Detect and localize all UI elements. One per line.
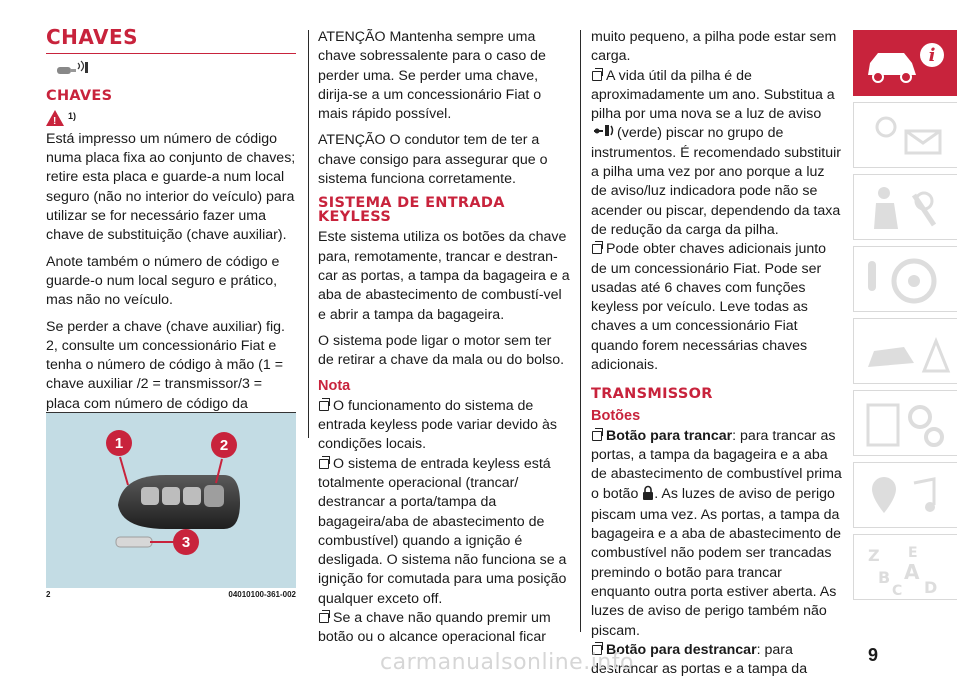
bullet-icon [319, 613, 329, 623]
sidebar-item-driving[interactable] [853, 246, 957, 312]
sidebar-item-maintenance[interactable] [853, 390, 957, 456]
figure-code: 04010100-361-002 [228, 590, 296, 599]
botoes-title: Botões [591, 408, 641, 425]
note-item [318, 609, 570, 648]
warning-triangle-icon [46, 110, 64, 126]
svg-text:A: A [904, 560, 920, 584]
note-text: : para trancar as portas, a tampa da bagageira e a aba de abastecimento de combustível prima o botão [591, 427, 842, 502]
figure-caption [46, 590, 296, 599]
section-title-keyless: SISTEMA DE ENTRADA KEYLESS [318, 195, 505, 226]
paragraph: Se perder a chave (chave auxiliar) fig. 2, consulte um concessionário Fiat e tenha o número de código à mão (1 = chave auxiliar /2 = transmissor/3 = placa com número de código da [46, 318, 285, 412]
lock-button-label: Botão para trancar [606, 427, 733, 444]
media-navigation-icon [854, 463, 958, 529]
warning-ref: 1) [68, 110, 77, 121]
chapter-title: CHAVES [46, 25, 139, 49]
paragraph: Anote também o número de código e guarde-o num local seguro e prático, mas não no veículo. [46, 253, 280, 309]
title-rule [46, 53, 296, 54]
paragraph: Está impresso um número de código numa placa fixa ao conjunto de chaves; retire esta placa e guarde-a num local seguro (não no interior do veículo) para utilizar se for necessário fazer uma chave de substituição (chave auxiliar). [46, 130, 296, 244]
page-number: 9 [868, 645, 879, 665]
sidebar-item-index[interactable] [853, 534, 957, 600]
bullet-icon [319, 401, 329, 411]
svg-text:E: E [908, 545, 918, 561]
note-text: O funcionamento do sistema de entrada keyless pode variar devido às condições locais. [318, 397, 557, 453]
bullet-icon [592, 431, 602, 441]
note-text: : para destrancar as portas e a tampa da [591, 641, 808, 678]
note-item [591, 427, 843, 641]
paragraph: O sistema pode ligar o motor sem ter de retirar a chave da mala ou do bolso. [318, 332, 565, 369]
note-item [318, 397, 570, 455]
svg-text:D: D [924, 578, 938, 597]
steering-wheel-icon [854, 247, 958, 313]
note-item [318, 455, 570, 609]
bullet-icon [319, 459, 329, 469]
warning-row [46, 107, 296, 126]
sidebar-item-safety[interactable] [853, 174, 957, 240]
bullet-icon [592, 71, 602, 81]
note-text: Se a chave não quando premir um botão ou o alcance operacional ficar [318, 610, 551, 646]
service-gears-icon [854, 391, 958, 457]
key-figure [46, 412, 296, 588]
sidebar-item-emergency[interactable] [853, 318, 957, 384]
watermark: carmanualsonline.info [380, 650, 634, 675]
unlock-button-label: Botão para destrancar [606, 641, 757, 658]
section-title-chaves: CHAVES [46, 87, 113, 104]
lock-icon [642, 485, 654, 506]
svg-text:C: C [892, 583, 903, 599]
car-info-icon [854, 31, 958, 97]
attention-paragraph: ATENÇÃO O condutor tem de ter a chave consigo para assegurar que o sistema funciona corretamente. [318, 132, 548, 188]
key-illustration [46, 413, 296, 588]
sidebar-item-warning-lights[interactable] [853, 102, 957, 168]
section-title-transmissor: TRANSMISSOR [591, 386, 713, 403]
sidebar-item-multimedia[interactable] [853, 462, 957, 528]
svg-text:i: i [928, 45, 936, 66]
paragraph: muito pequeno, a pilha pode estar sem carga. [591, 29, 837, 65]
column-divider [308, 30, 309, 438]
chapter-sidebar [853, 30, 960, 630]
note-text: (verde) piscar no grupo de instrumentos. É recomendado substituir a pilha uma vez por ano porque a luz de aviso/luz indicadora pode não se acender ou piscar, dependendo da taxa de redução da carga da pilha. [591, 125, 841, 238]
breakdown-icon [854, 319, 958, 385]
note-text: Pode obter chaves adicionais junto de um concessionário Fiat. Pode ser usadas até 6 chaves com funções keyless por veículo. Leve todas as chaves a um concessionário Fiat quando forem necessárias chaves adicionais. [591, 241, 827, 374]
bullet-icon [592, 244, 602, 254]
note-text: . As luzes de aviso de perigo piscam uma vez. As portas, a tampa da bagageira e a aba de abastecimento de combustível não podem ser trancadas premindo o botão para trancar enquanto outra porta estiver aberta. As luzes de aviso de perigo também não piscam. [591, 485, 842, 639]
note-text: A vida útil da pilha é de aproximadamente um ano. Substitua a pilha por uma nova se a luz de aviso [591, 67, 835, 123]
index-letters-icon [854, 535, 958, 601]
paragraph: Este sistema utiliza os botões da chave para, remotamente, trancar e destran-car as portas, a tampa da bagageira e a aba de abastecimento de combustí-vel e abrir a tampa da bagageira. [318, 229, 570, 323]
note-item [591, 67, 843, 241]
callout-2: 2 [219, 437, 229, 454]
note-text: O sistema de entrada keyless está totalmente operacional (trancar/ destrancar a porta/tampa da bagageira/aba de abastecimento de combustível) quando a ignição é desligada. O sistema não funciona se a ignição for comutada para uma posição qualquer exceto off. [318, 455, 567, 607]
svg-text:B: B [878, 568, 891, 587]
column-2 [318, 28, 570, 648]
warning-lights-icon [854, 103, 958, 169]
svg-text:Z: Z [868, 546, 880, 565]
callout-3: 3 [181, 534, 191, 551]
column-divider [580, 30, 581, 632]
attention-paragraph: ATENÇÃO Mantenha sempre uma chave sobressalente para o caso de perder uma. Se perder uma chave, dirija-se a um concessionário Fiat o mais rápido possível. [318, 29, 546, 123]
nota-title: Nota [318, 378, 351, 395]
seatbelt-airbag-icon [854, 175, 958, 241]
column-3 [591, 28, 843, 680]
key-battery-icon [593, 124, 615, 143]
note-item [591, 240, 843, 375]
figure-number: 2 [46, 590, 51, 599]
column-1 [46, 25, 296, 440]
keyless-key-icon [56, 60, 296, 84]
callout-1: 1 [114, 435, 124, 452]
sidebar-item-car-info[interactable] [853, 30, 957, 96]
